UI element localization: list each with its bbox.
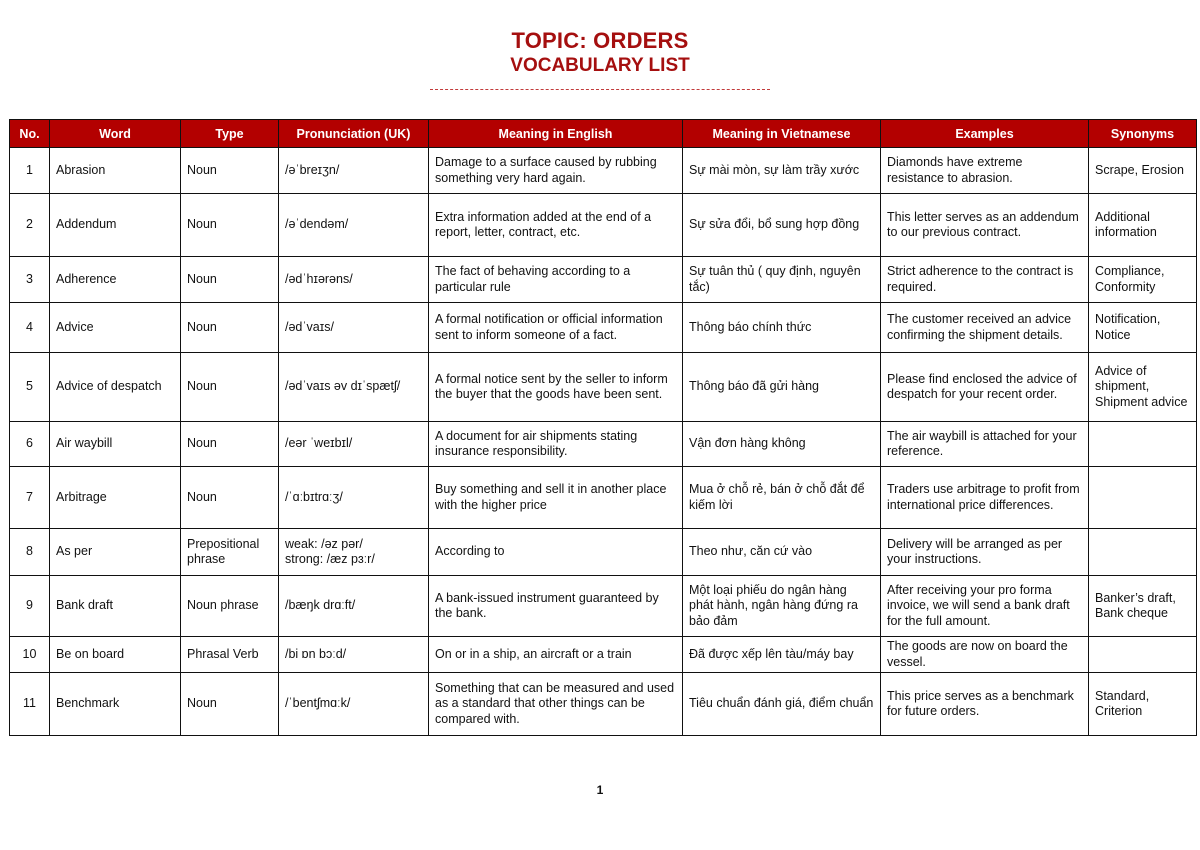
cell-meaning-vietnamese: Mua ở chỗ rẻ, bán ở chỗ đắt để kiếm lời xyxy=(683,467,881,529)
cell-meaning-vietnamese: Vận đơn hàng không xyxy=(683,422,881,467)
cell-number: 7 xyxy=(10,467,50,529)
cell-meaning-english: A document for air shipments stating insurance responsibility. xyxy=(429,422,683,467)
page-title: TOPIC: ORDERS xyxy=(511,28,689,53)
cell-meaning-english: A formal notice sent by the seller to inform the buyer that the goods have been sent. xyxy=(429,353,683,422)
table-row xyxy=(10,148,1197,194)
cell-pronunciation: /ˈbentʃmɑːk/ xyxy=(279,673,429,736)
cell-number: 4 xyxy=(10,303,50,353)
cell-meaning-vietnamese: Sự tuân thủ ( quy định, nguyên tắc) xyxy=(683,257,881,303)
cell-pronunciation: /ədˈhɪərəns/ xyxy=(279,257,429,303)
cell-synonyms xyxy=(1089,529,1197,576)
cell-number: 2 xyxy=(10,194,50,257)
cell-meaning-english: Damage to a surface caused by rubbing something very hard again. xyxy=(429,148,683,194)
cell-example: Strict adherence to the contract is required. xyxy=(881,257,1089,303)
cell-synonyms xyxy=(1089,637,1197,673)
column-header-pronunciation: Pronunciation (UK) xyxy=(279,120,429,148)
cell-number: 10 xyxy=(10,637,50,673)
cell-meaning-vietnamese: Sự sửa đổi, bổ sung hợp đồng xyxy=(683,194,881,257)
cell-type: Noun xyxy=(181,673,279,736)
cell-example: This price serves as a benchmark for future orders. xyxy=(881,673,1089,736)
page-number: 1 xyxy=(596,783,604,797)
cell-pronunciation: /bi ɒn bɔːd/ xyxy=(279,637,429,673)
cell-synonyms: Additional information xyxy=(1089,194,1197,257)
cell-synonyms: Banker’s draft, Bank cheque xyxy=(1089,576,1197,637)
cell-type: Noun xyxy=(181,422,279,467)
table-row xyxy=(10,353,1197,422)
cell-example: After receiving your pro forma invoice, we will send a bank draft for the full amount. xyxy=(881,576,1089,637)
cell-pronunciation: /bæŋk drɑːft/ xyxy=(279,576,429,637)
cell-type: Noun xyxy=(181,148,279,194)
table-row xyxy=(10,673,1197,736)
vocabulary-table xyxy=(9,119,1197,736)
cell-meaning-english: On or in a ship, an aircraft or a train xyxy=(429,637,683,673)
cell-word: Arbitrage xyxy=(50,467,181,529)
cell-number: 6 xyxy=(10,422,50,467)
table-row xyxy=(10,637,1197,673)
cell-synonyms xyxy=(1089,467,1197,529)
cell-example: Please find enclosed the advice of despatch for your recent order. xyxy=(881,353,1089,422)
cell-number: 5 xyxy=(10,353,50,422)
cell-word: Abrasion xyxy=(50,148,181,194)
cell-meaning-vietnamese: Thông báo đã gửi hàng xyxy=(683,353,881,422)
cell-word: Advice xyxy=(50,303,181,353)
column-header-meaning-english: Meaning in English xyxy=(429,120,683,148)
cell-number: 8 xyxy=(10,529,50,576)
cell-example: The goods are now on board the vessel. xyxy=(881,637,1089,673)
table-header-row xyxy=(10,120,1197,148)
cell-synonyms: Notification, Notice xyxy=(1089,303,1197,353)
title-divider xyxy=(430,89,770,90)
cell-meaning-vietnamese: Theo như, căn cứ vào xyxy=(683,529,881,576)
cell-pronunciation: /ədˈvaɪs/ xyxy=(279,303,429,353)
cell-synonyms xyxy=(1089,422,1197,467)
cell-word: Benchmark xyxy=(50,673,181,736)
cell-type: Noun xyxy=(181,303,279,353)
cell-meaning-vietnamese: Một loại phiếu do ngân hàng phát hành, ngân hàng đứng ra bảo đảm xyxy=(683,576,881,637)
cell-type: Noun xyxy=(181,257,279,303)
cell-example: Diamonds have extreme resistance to abrasion. xyxy=(881,148,1089,194)
cell-type: Prepositional phrase xyxy=(181,529,279,576)
cell-type: Noun xyxy=(181,353,279,422)
cell-meaning-vietnamese: Sự mài mòn, sự làm trầy xước xyxy=(683,148,881,194)
cell-word: Bank draft xyxy=(50,576,181,637)
column-header-synonyms: Synonyms xyxy=(1089,120,1197,148)
cell-number: 3 xyxy=(10,257,50,303)
cell-meaning-vietnamese: Thông báo chính thức xyxy=(683,303,881,353)
cell-type: Noun xyxy=(181,194,279,257)
cell-meaning-vietnamese: Đã được xếp lên tàu/máy bay xyxy=(683,637,881,673)
cell-word: Air waybill xyxy=(50,422,181,467)
cell-meaning-english: According to xyxy=(429,529,683,576)
table-row xyxy=(10,576,1197,637)
cell-meaning-english: Extra information added at the end of a report, letter, contract, etc. xyxy=(429,194,683,257)
table-row xyxy=(10,194,1197,257)
cell-synonyms: Compliance, Conformity xyxy=(1089,257,1197,303)
table-row xyxy=(10,422,1197,467)
page-subtitle: VOCABULARY LIST xyxy=(510,55,690,76)
column-header-examples: Examples xyxy=(881,120,1089,148)
cell-word: As per xyxy=(50,529,181,576)
cell-pronunciation: weak: /əz pər/ strong: /æz pɜːr/ xyxy=(279,529,429,576)
table-row xyxy=(10,303,1197,353)
cell-word: Addendum xyxy=(50,194,181,257)
column-header-word: Word xyxy=(50,120,181,148)
cell-type: Noun phrase xyxy=(181,576,279,637)
cell-meaning-vietnamese: Tiêu chuẩn đánh giá, điểm chuẩn xyxy=(683,673,881,736)
cell-synonyms: Advice of shipment, Shipment advice xyxy=(1089,353,1197,422)
cell-example: The air waybill is attached for your reference. xyxy=(881,422,1089,467)
cell-meaning-english: Something that can be measured and used as a standard that other things can be compared with. xyxy=(429,673,683,736)
cell-meaning-english: Buy something and sell it in another place with the higher price xyxy=(429,467,683,529)
cell-pronunciation: /eər ˈweɪbɪl/ xyxy=(279,422,429,467)
cell-example: Delivery will be arranged as per your instructions. xyxy=(881,529,1089,576)
cell-synonyms: Standard, Criterion xyxy=(1089,673,1197,736)
cell-word: Be on board xyxy=(50,637,181,673)
cell-meaning-english: The fact of behaving according to a particular rule xyxy=(429,257,683,303)
cell-word: Advice of despatch xyxy=(50,353,181,422)
table-row xyxy=(10,529,1197,576)
cell-pronunciation: /ˈɑːbɪtrɑːʒ/ xyxy=(279,467,429,529)
cell-example: The customer received an advice confirming the shipment details. xyxy=(881,303,1089,353)
cell-synonyms: Scrape, Erosion xyxy=(1089,148,1197,194)
cell-type: Noun xyxy=(181,467,279,529)
cell-pronunciation: /əˈdendəm/ xyxy=(279,194,429,257)
cell-type: Phrasal Verb xyxy=(181,637,279,673)
cell-number: 9 xyxy=(10,576,50,637)
table-row xyxy=(10,467,1197,529)
cell-pronunciation: /əˈbreɪʒn/ xyxy=(279,148,429,194)
cell-meaning-english: A formal notification or official information sent to inform someone of a fact. xyxy=(429,303,683,353)
column-header-no: No. xyxy=(10,120,50,148)
cell-number: 11 xyxy=(10,673,50,736)
cell-example: Traders use arbitrage to profit from international price differences. xyxy=(881,467,1089,529)
cell-word: Adherence xyxy=(50,257,181,303)
column-header-type: Type xyxy=(181,120,279,148)
cell-number: 1 xyxy=(10,148,50,194)
column-header-meaning-vietnamese: Meaning in Vietnamese xyxy=(683,120,881,148)
cell-example: This letter serves as an addendum to our previous contract. xyxy=(881,194,1089,257)
cell-meaning-english: A bank-issued instrument guaranteed by the bank. xyxy=(429,576,683,637)
table-row xyxy=(10,257,1197,303)
cell-pronunciation: /ədˈvaɪs əv dɪˈspætʃ/ xyxy=(279,353,429,422)
